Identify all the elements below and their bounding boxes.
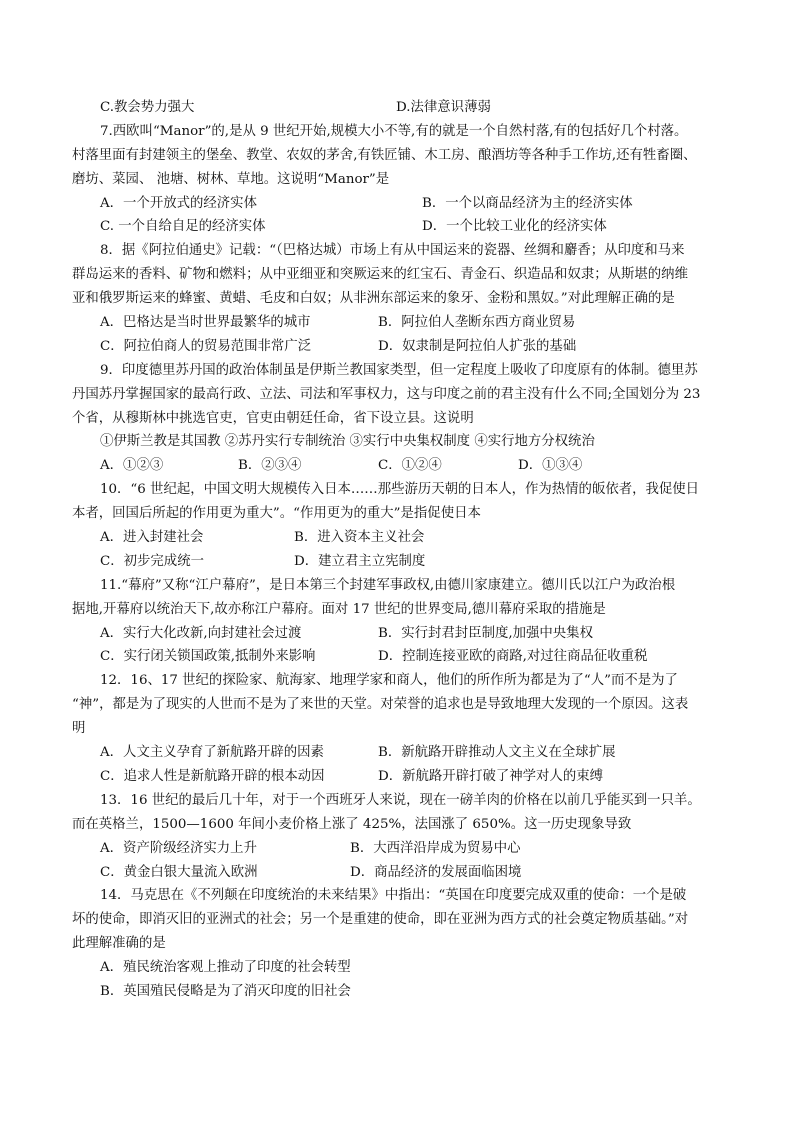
- q13-option-d: D．商品经济的发展面临困境: [350, 864, 522, 880]
- q11-stem-line: 11.“幕府”又称“江户幕府”，是日本第三个封建军事政权,由德川家康建立。德川氏以江户为政治根: [100, 577, 676, 593]
- q11-options-row-1: [72, 622, 732, 646]
- q8-options-row-2: [72, 335, 732, 359]
- q10-option-a: A．进入封建社会: [100, 530, 204, 546]
- q10-options-row-1: [72, 526, 732, 550]
- q13-options-row-2: [72, 861, 732, 885]
- q11-option-c: C．实行闭关锁国政策,抵制外来影响: [100, 649, 316, 665]
- q13-options-row-1: [72, 837, 732, 861]
- question-10: [72, 478, 732, 574]
- q7-option-d: D．一个比较工业化的经济实体: [422, 219, 607, 235]
- q12-options-row-1: [72, 741, 732, 765]
- q14-stem-line: 坏的使命，即消灭旧的亚洲式的社会；另一个是重建的使命，即在亚洲为西方式的社会奠定物质基础。”对: [72, 912, 689, 928]
- q9-stem-line: 丹国苏丹掌握国家的最高行政、立法、司法和军事权力，这与印度之前的君主没有什么不同;全国划分为 23: [72, 386, 701, 402]
- q7-options-row-2: [72, 215, 732, 239]
- q8-stem-line: 8．据《阿拉伯通史》记载：“（巴格达城）市场上有从中国运来的瓷器、丝绸和麝香；从印度和马来: [100, 243, 685, 259]
- q11-options-row-2: [72, 645, 732, 669]
- question-14: [72, 884, 732, 1003]
- q7-stem-line: 7.西欧叫“Manor”的,是从 9 世纪开始,规模大小不等,有的就是一个自然村落,有的包括好几个村落。: [100, 123, 688, 139]
- q11-option-a: A．实行大化改新,向封建社会过渡: [100, 625, 302, 641]
- exam-page: [72, 96, 732, 1004]
- question-13: [72, 789, 732, 885]
- q10-stem-line: 10．“6 世纪起，中国文明大规模传入日本……那些游历天朝的日本人，作为热情的皈依者，我促使日: [100, 482, 700, 498]
- q9-stem-line: 9．印度德里苏丹国的政治体制虽是伊斯兰教国家类型，但一定程度上吸收了印度原有的体制。德里苏: [100, 362, 698, 378]
- q13-option-a: A．资产阶级经济实力上升: [100, 840, 257, 856]
- q7-stem-line: 磨坊、菜园、 池塘、树林、草地。这说明“Manor”是: [72, 171, 390, 187]
- q10-option-d: D．建立君主立宪制度: [294, 553, 426, 569]
- q7-options-row-1: [72, 192, 732, 216]
- q12-option-d: D．新航路开辟打破了神学对人的束缚: [378, 768, 603, 784]
- q7-option-b: B．一个以商品经济为主的经济实体: [422, 195, 633, 211]
- question-8: [72, 239, 732, 358]
- question-9: [72, 359, 732, 478]
- q9-option-d: D．①③④: [518, 458, 583, 474]
- question-6-options: [72, 96, 732, 120]
- q7-stem-line: 村落里面有封建领主的堡垒、教堂、农奴的茅舍,有铁匠铺、木工房、酿酒坊等各种手工作坊,还有牲畜圈、: [72, 147, 697, 163]
- q10-option-c: C．初步完成统一: [100, 553, 204, 569]
- q12-stem-line: “神”，都是为了现实的人世而不是为了来世的天堂。对荣誉的追求也是导致地理大发现的一个原因。这表: [72, 697, 689, 713]
- q11-option-d: D．控制连接亚欧的商路,对过往商品征收重税: [378, 649, 648, 665]
- question-12: [72, 669, 732, 788]
- q12-option-c: C．追求人性是新航路开辟的根本动因: [100, 768, 325, 784]
- q14-option-b: B．英国殖民侵略是为了消灭印度的旧社会: [100, 983, 351, 999]
- q10-stem-line: 本者，回国后所起的作用更为重大”。“作用更为的重大”是指促使日本: [72, 506, 481, 522]
- q8-option-c: C．阿拉伯商人的贸易范围非常广泛: [100, 338, 312, 354]
- q10-options-row-2: [72, 550, 732, 574]
- q13-option-c: C．黄金白银大量流入欧洲: [100, 864, 258, 880]
- q8-stem-line: 亚和俄罗斯运来的蜂蜜、黄蜡、毛皮和白奴；从非洲东部运来的象牙、金粉和黑奴。”对此理解正确的是: [72, 291, 675, 307]
- q13-stem-line: 而在英格兰，1500—1600 年间小麦价格上涨了 425%，法国涨了 650%。这一历史现象导致: [72, 816, 632, 832]
- q7-option-a: A．一个开放式的经济实体: [100, 195, 257, 211]
- q12-stem-line: 12．16、17 世纪的探险家、航海家、地理学家和商人，他们的所作所为都是为了“人”而不是为了: [100, 673, 678, 689]
- q11-option-b: B．实行封君封臣制度,加强中央集权: [378, 625, 593, 641]
- q12-option-a: A．人文主义孕育了新航路开辟的因素: [100, 745, 324, 761]
- q12-option-b: B．新航路开辟推动人文主义在全球扩展: [378, 745, 616, 761]
- q9-stem-line: 个省，从穆斯林中挑选官吏，官吏由朝廷任命，省下设立县。这说明: [72, 410, 474, 426]
- q6-option-c: C.教会势力强大: [100, 100, 195, 115]
- q8-stem-line: 群岛运来的香料、矿物和燃料；从中亚细亚和突厥运来的红宝石、青金石、织造品和奴隶；从斯堪的纳维: [72, 267, 688, 283]
- q14-option-a: A．殖民统治客观上推动了印度的社会转型: [100, 960, 351, 976]
- q10-option-b: B．进入资本主义社会: [294, 530, 425, 546]
- q11-stem-line: 据地,开幕府以统治天下,故亦称江户幕府。面对 17 世纪的世界变局,德川幕府采取的措施是: [72, 601, 606, 617]
- q8-option-d: D．奴隶制是阿拉伯人扩张的基础: [378, 338, 577, 354]
- q14-stem-line: 14．马克思在《不列颠在印度统治的未来结果》中指出：“英国在印度要完成双重的使命：一个是破: [100, 888, 687, 904]
- q9-option-b: B．②③④: [238, 458, 302, 474]
- q9-option-a: A．①②③: [100, 458, 164, 474]
- q8-option-a: A．巴格达是当时世界最繁华的城市: [100, 315, 311, 331]
- question-11: [72, 574, 732, 670]
- q12-stem-line: 明: [72, 721, 86, 737]
- q9-options-row: [72, 454, 732, 478]
- q13-stem-line: 13．16 世纪的最后几十年，对于一个西班牙人来说，现在一磅羊肉的价格在以前几乎能买到一只羊。: [100, 792, 701, 808]
- q12-options-row-2: [72, 765, 732, 789]
- q7-option-c: C. 一个自给自足的经济实体: [100, 219, 266, 235]
- q6-option-d: D.法律意识薄弱: [396, 100, 491, 115]
- question-7: [72, 120, 732, 239]
- q13-option-b: B．大西洋沿岸成为贸易中心: [350, 840, 521, 856]
- q8-option-b: B．阿拉伯人垄断东西方商业贸易: [378, 315, 576, 331]
- q8-options-row-1: [72, 311, 732, 335]
- q9-statement-items: ①伊斯兰教是其国教 ②苏丹实行专制统治 ③实行中央集权制度 ④实行地方分权统治: [100, 434, 595, 450]
- q9-option-c: C．①②④: [378, 458, 442, 474]
- q14-stem-line: 此理解准确的是: [72, 936, 166, 952]
